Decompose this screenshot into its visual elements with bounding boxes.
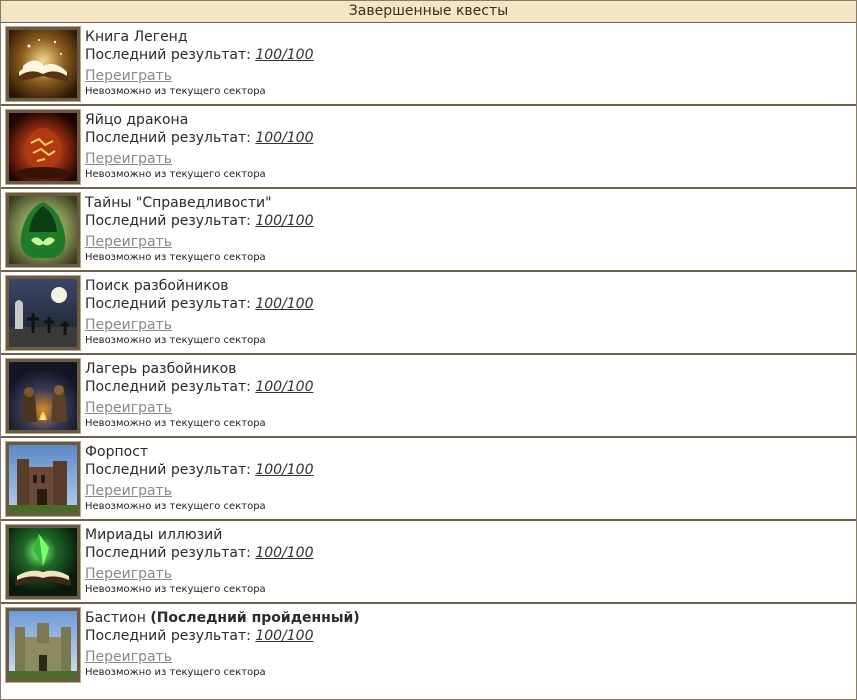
quest-info [85,112,314,182]
latest-marker: (Последний пройденный) [150,610,360,626]
quest-row [1,272,856,355]
result-score: 100/100 [255,130,314,146]
quest-info [85,195,314,265]
replay-link[interactable]: Переиграть [85,649,172,665]
result-label: Последний результат: [85,545,256,561]
quest-row [1,521,856,604]
result-score: 100/100 [255,47,314,63]
replay-link[interactable]: Переиграть [85,400,172,416]
result-score: 100/100 [255,462,314,478]
quest-result [85,296,314,314]
replay-link[interactable]: Переиграть [85,566,172,582]
quest-title: Поиск разбойников [85,278,229,294]
dragon-egg-icon [6,110,80,184]
quest-row [1,23,856,106]
quest-row [1,355,856,438]
quest-title: Тайны "Справедливости" [85,195,272,211]
green-hood-icon [6,193,80,267]
replay-link[interactable]: Переиграть [85,234,172,250]
quest-title: Форпост [85,444,149,460]
bastion-castle-icon [6,608,80,682]
quest-info [85,610,360,680]
quest-info [85,29,314,99]
result-label: Последний результат: [85,296,256,312]
replay-link[interactable]: Переиграть [85,317,172,333]
quest-info [85,361,314,431]
quest-result [85,130,314,148]
quest-result [85,47,314,65]
result-label: Последний результат: [85,47,256,63]
quest-row [1,604,856,687]
quest-title: Лагерь разбойников [85,361,237,377]
bandit-camp-icon [6,359,80,433]
unavailable-note: Невозможно из текущего сектора [85,667,266,678]
quest-row [1,189,856,272]
result-score: 100/100 [255,628,314,644]
unavailable-note: Невозможно из текущего сектора [85,169,266,180]
outpost-castle-icon [6,442,80,516]
result-score: 100/100 [255,545,314,561]
quest-info [85,278,314,348]
replay-link[interactable]: Переиграть [85,151,172,167]
quest-result [85,545,314,563]
result-label: Последний результат: [85,628,256,644]
panel-header: Завершенные квесты [1,1,856,23]
quest-title: Мириады иллюзий [85,527,223,543]
unavailable-note: Невозможно из текущего сектора [85,501,266,512]
quest-title: Яйцо дракона [85,112,189,128]
result-label: Последний результат: [85,130,256,146]
unavailable-note: Невозможно из текущего сектора [85,252,266,263]
result-label: Последний результат: [85,379,256,395]
quest-result [85,462,314,480]
quest-title: Книга Легенд [85,29,188,45]
result-label: Последний результат: [85,462,256,478]
replay-link[interactable]: Переиграть [85,483,172,499]
replay-link[interactable]: Переиграть [85,68,172,84]
quest-info [85,527,314,597]
unavailable-note: Невозможно из текущего сектора [85,335,266,346]
unavailable-note: Невозможно из текущего сектора [85,418,266,429]
quest-result [85,379,314,397]
quest-result [85,213,314,231]
quest-result [85,628,360,646]
quest-info [85,444,314,514]
legend-book-icon [6,27,80,101]
result-score: 100/100 [255,379,314,395]
quest-title [85,610,360,628]
illusion-crystal-icon [6,525,80,599]
result-score: 100/100 [255,296,314,312]
quest-title-text: Бастион [85,610,146,626]
quest-row [1,106,856,189]
graveyard-night-icon [6,276,80,350]
quest-row [1,438,856,521]
result-score: 100/100 [255,213,314,229]
result-label: Последний результат: [85,213,256,229]
unavailable-note: Невозможно из текущего сектора [85,86,266,97]
unavailable-note: Невозможно из текущего сектора [85,584,266,595]
